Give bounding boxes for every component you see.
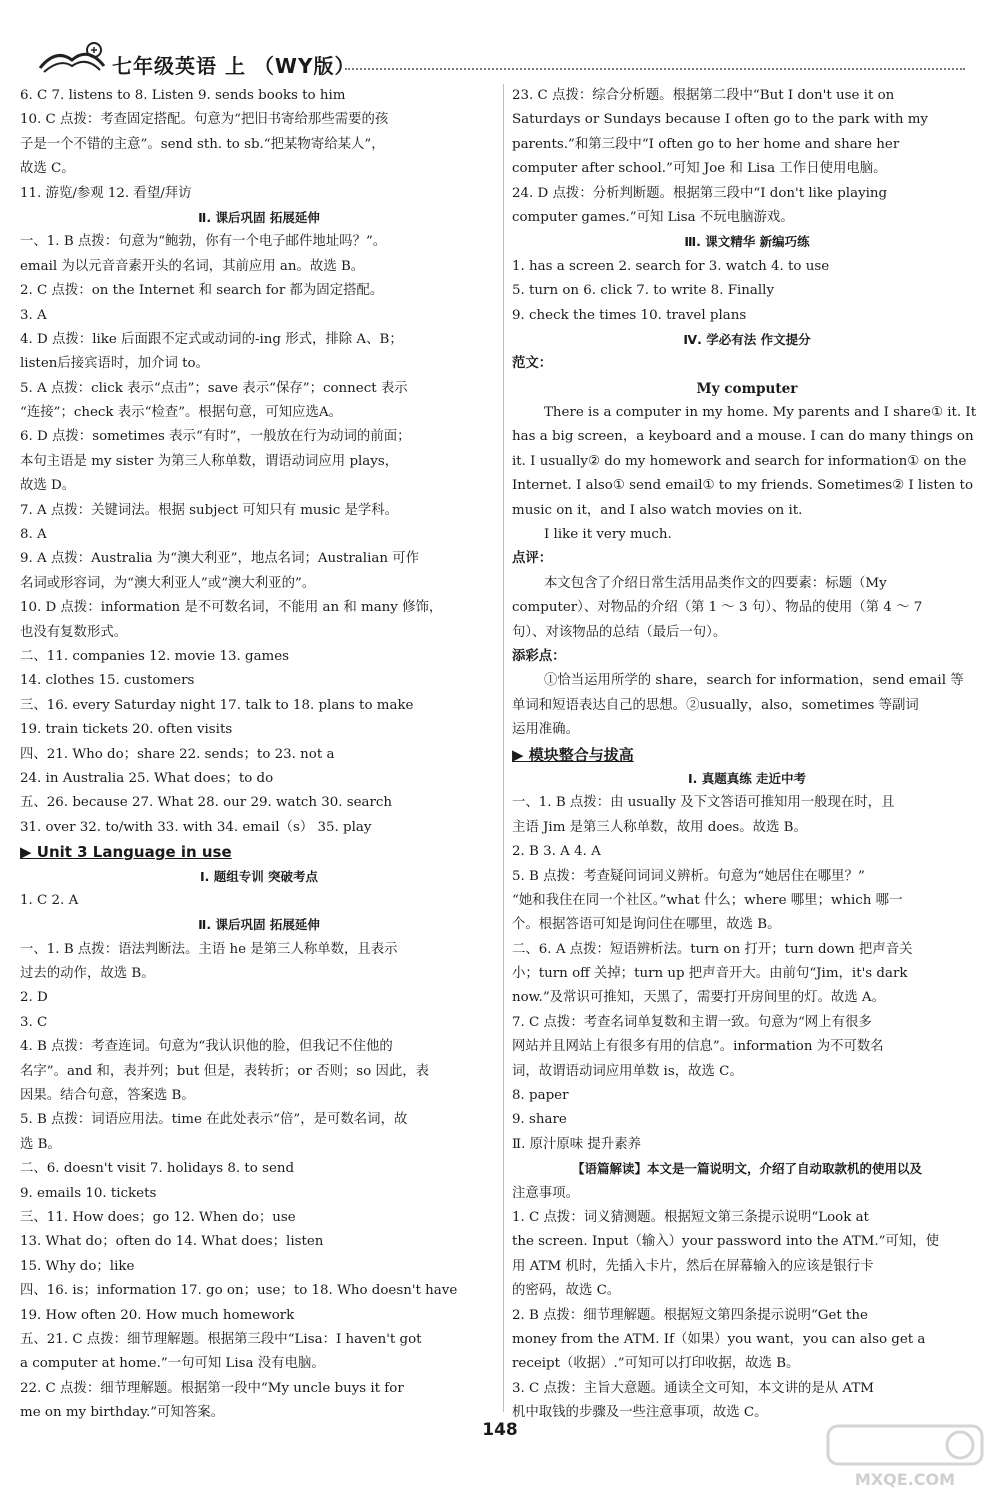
answer-line: 注意事项。 bbox=[512, 1185, 579, 1201]
comment-line: 本文包含了介绍日常生活用品类作文的四要素：标题（My bbox=[544, 575, 887, 591]
answer-line: 13. What do；often do 14. What does；listen bbox=[20, 1234, 324, 1250]
answer-line: 故选 C。 bbox=[20, 161, 75, 177]
answer-line: 8. paper bbox=[512, 1088, 569, 1104]
answer-line: 子是一个不错的主意”。send sth. to sb.“把某物寄给某人”， bbox=[20, 136, 385, 152]
answer-line: 名字”。and 和，表并列；but 但是，表转折；or 否则；so 因此，表 bbox=[20, 1063, 430, 1079]
answer-line: 5. A 点拨：click 表示“点击”；save 表示“保存”；connect 表示 bbox=[20, 380, 408, 396]
answer-line: 词，故谓语动词应用单数 is，故选 C。 bbox=[512, 1063, 743, 1079]
answer-line: Saturdays or Sundays because I often go to the park with my bbox=[512, 112, 928, 128]
answer-line: 14. clothes 15. customers bbox=[20, 673, 195, 689]
section-heading: Ⅱ. 课后巩固 拓展延伸 bbox=[198, 917, 320, 933]
answer-line: receipt（收据）.”可知可以打印收据，故选 B。 bbox=[512, 1356, 800, 1372]
answer-line: 4. B 点拨：考查连词。句意为“我认识他的脸，但我记不住他的 bbox=[20, 1039, 393, 1055]
comment-line: 句）、对该物品的总结（最后一句）。 bbox=[512, 624, 727, 640]
answer-line: 机中取钱的步骤及一些注意事项，故选 C。 bbox=[512, 1405, 768, 1421]
essay-line: There is a computer in my home. My parents and I share① it. It bbox=[544, 405, 977, 421]
column-divider bbox=[503, 84, 504, 1412]
module-heading: ▶ 模块整合与拔高 bbox=[512, 745, 634, 764]
answer-line: 1. has a screen 2. search for 3. watch 4. to use bbox=[512, 258, 830, 274]
answer-line: 5. turn on 6. click 7. to write 8. Finally bbox=[512, 283, 775, 299]
section-heading: 【语篇解读】本文是一篇说明文，介绍了自动取款机的使用以及 bbox=[571, 1161, 922, 1177]
essay-line: has a big screen，a keyboard and a mouse. I can do many things on bbox=[512, 429, 974, 445]
page-header bbox=[0, 0, 1000, 78]
answer-line: “连接”；check 表示“检查”。根据句意，可知应选A。 bbox=[20, 405, 343, 421]
answer-line: 19. train tickets 20. often visits bbox=[20, 722, 233, 738]
sample-essay-label: 范文： bbox=[512, 356, 553, 372]
answer-line: 四、21. Who do；share 22. sends；to 23. not a bbox=[20, 746, 335, 762]
answer-line: 24. D 点拨：分析判断题。根据第三段中“I don't like playing bbox=[512, 185, 888, 201]
watermark-badge-icon bbox=[820, 1422, 990, 1468]
section-heading: Ⅲ. 课文精华 新编巧练 bbox=[684, 234, 810, 250]
highlights-line: ①恰当运用所学的 share，search for information，send email 等 bbox=[544, 673, 964, 689]
answer-line: 一、1. B 点拨：句意为“鲍勃，你有一个电子邮件地址吗？”。 bbox=[20, 234, 387, 250]
highlights-line: 运用准确。 bbox=[512, 722, 579, 738]
answer-line: 7. A 点拨：关键词法。根据 subject 可知只有 music 是学科。 bbox=[20, 502, 399, 518]
book-logo-icon bbox=[36, 38, 108, 78]
answer-line: 一、1. B 点拨：语法判断法。主语 he 是第三人称单数，且表示 bbox=[20, 941, 398, 957]
answer-line: 9. A 点拨：Australia 为“澳大利亚”，地点名词；Australian 可作 bbox=[20, 551, 419, 567]
answer-line: 二、6. A 点拨：短语辨析法。turn on 打开；turn down 把声音关 bbox=[512, 941, 913, 957]
answer-line: computer games.”可知 Lisa 不玩电脑游戏。 bbox=[512, 209, 794, 225]
answer-line: 因果。结合句意，答案选 B。 bbox=[20, 1088, 195, 1104]
answer-line: 四、16. is；information 17. go on；use；to 18. Who doesn't have bbox=[20, 1283, 458, 1299]
answer-line: 3. C bbox=[20, 1014, 48, 1030]
answer-line: 选 B。 bbox=[20, 1136, 61, 1152]
answer-line: a computer at home.”一句可知 Lisa 没有电脑。 bbox=[20, 1356, 325, 1372]
answer-line: 8. A bbox=[20, 527, 47, 543]
answer-line: 9. check the times 10. travel plans bbox=[512, 307, 747, 323]
answer-line: 故选 D。 bbox=[20, 478, 76, 494]
answer-line: 24. in Australia 25. What does；to do bbox=[20, 770, 274, 786]
essay-line: Internet. I also① send email① to my friends. Sometimes② I listen to bbox=[512, 478, 974, 494]
answer-line: 用 ATM 机时，先插入卡片，然后在屏幕输入的应该是银行卡 bbox=[512, 1258, 874, 1274]
right-answer-column bbox=[512, 84, 982, 1450]
answer-line: now.”及常识可推知，天黑了，需要打开房间里的灯。故选 A。 bbox=[512, 990, 885, 1006]
answer-line: 1. C 点拨：词义猜测题。根据短文第三条提示说明“Look at bbox=[512, 1209, 869, 1225]
answer-line: 3. C 点拨：主旨大意题。通读全文可知，本文讲的是从 ATM bbox=[512, 1380, 874, 1396]
answer-line: 过去的动作，故选 B。 bbox=[20, 966, 155, 982]
section-heading: Ⅰ. 题组专训 突破考点 bbox=[199, 868, 319, 884]
essay-line: music on it，and I also watch movies on it. bbox=[512, 502, 803, 518]
section-heading: Ⅰ. 真题真练 走近中考 bbox=[687, 770, 807, 786]
answer-line: 一、1. B 点拨：由 usually 及下文答语可推知用一般现在时，且 bbox=[512, 795, 895, 811]
answer-line: 名词或形容词，为“澳大利亚人”或“澳大利亚的”。 bbox=[20, 575, 316, 591]
answer-line: 2. B 3. A 4. A bbox=[512, 844, 601, 860]
answer-line: 也没有复数形式。 bbox=[20, 624, 128, 640]
answer-line: 6. C 7. listens to 8. Listen 9. sends books to him bbox=[20, 88, 346, 103]
answer-line: 2. D bbox=[20, 990, 48, 1006]
answer-line: parents.”和第三段中“I often go to her home and share her bbox=[512, 136, 900, 152]
section-heading: Ⅳ. 学必有法 作文提分 bbox=[683, 331, 811, 347]
watermark-logo bbox=[820, 1422, 990, 1488]
answer-line: email 为以元音音素开头的名词，其前应用 an。故选 B。 bbox=[20, 258, 365, 274]
answer-line: 5. B 点拨：词语应用法。time 在此处表示“倍”，是可数名词，故 bbox=[20, 1112, 408, 1128]
answer-line: 个。根据答语可知是询问住在哪里，故选 B。 bbox=[512, 917, 781, 933]
answer-line: 19. How often 20. How much homework bbox=[20, 1307, 295, 1323]
section-heading: Ⅱ. 课后巩固 拓展延伸 bbox=[198, 209, 320, 225]
answer-line: 9. share bbox=[512, 1112, 567, 1128]
answer-line: 本句主语是 my sister 为第三人称单数，谓语动词应用 plays， bbox=[20, 453, 399, 469]
answer-line: 3. A bbox=[20, 307, 47, 323]
left-answer-column bbox=[20, 84, 498, 1425]
answer-line: the screen. Input（输入）your password into the ATM.”可知，使 bbox=[512, 1234, 939, 1250]
answer-line: 五、21. C 点拨：细节理解题。根据第三段中“Lisa：I haven't got bbox=[20, 1331, 422, 1347]
answer-line: 5. B 点拨：考查疑问词词义辨析。句意为“她居住在哪里？” bbox=[512, 868, 865, 884]
answer-line: 11. 游览/参观 12. 看望/拜访 bbox=[20, 185, 192, 201]
answer-line: 网站并且网站上有很多有用的信息”。information 为不可数名 bbox=[512, 1039, 884, 1055]
answer-line: 23. C 点拨：综合分析题。根据第二段中“But I don't use it on bbox=[512, 88, 895, 103]
header-dotted-rule bbox=[345, 68, 965, 70]
highlights-line: 单词和短语表达自己的思想。②usually，also，sometimes 等副词 bbox=[512, 697, 919, 713]
answer-line: 10. D 点拨：information 是不可数名词，不能用 an 和 many 修饰， bbox=[20, 600, 443, 616]
answer-line: 五、26. because 27. What 28. our 29. watch 30. search bbox=[20, 795, 393, 811]
answer-line: 9. emails 10. tickets bbox=[20, 1185, 157, 1201]
answer-line: 10. C 点拨：考查固定搭配。句意为“把旧书寄给那些需要的孩 bbox=[20, 112, 389, 128]
answer-line: money from the ATM. If（如果）you want，you can also get a bbox=[512, 1331, 926, 1347]
answer-line: 31. over 32. to/with 33. with 34. email（s） 35. play bbox=[20, 819, 372, 835]
answer-line: 7. C 点拨：考查名词单复数和主谓一致。句意为“网上有很多 bbox=[512, 1014, 872, 1030]
answer-line: 二、11. companies 12. movie 13. games bbox=[20, 648, 290, 664]
answer-line: “她和我住在同一个社区。”what 什么；where 哪里；which 哪一 bbox=[512, 892, 903, 908]
book-title: 七年级英语 上 （WY版） bbox=[112, 54, 356, 78]
watermark-text: MXQE.COM bbox=[854, 1470, 956, 1489]
answer-line: 三、16. every Saturday night 17. talk to 18. plans to make bbox=[20, 697, 414, 713]
comment-label: 点评： bbox=[512, 551, 553, 567]
answer-line: 二、6. doesn't visit 7. holidays 8. to send bbox=[20, 1161, 295, 1177]
answer-line: computer after school.”可知 Joe 和 Lisa 工作日使用电脑。 bbox=[512, 161, 887, 177]
answer-line: listen后接宾语时，加介词 to。 bbox=[20, 356, 209, 372]
essay-line: I like it very much. bbox=[544, 527, 672, 543]
unit-heading: ▶ Unit 3 Language in use bbox=[20, 843, 232, 862]
answer-line: 主语 Jim 是第三人称单数，故用 does。故选 B。 bbox=[512, 819, 807, 835]
answer-line: 4. D 点拨：like 后面跟不定式或动词的-ing 形式，排除 A、B； bbox=[20, 331, 403, 347]
answer-line: 22. C 点拨：细节理解题。根据第一段中“My uncle buys it for bbox=[20, 1380, 404, 1396]
answer-line: 15. Why do；like bbox=[20, 1258, 135, 1274]
answer-line: 的密码，故选 C。 bbox=[512, 1283, 621, 1299]
essay-line: it. I usually② do my homework and search for information① on the bbox=[512, 453, 967, 469]
answer-line: 三、11. How does；go 12. When do；use bbox=[20, 1209, 296, 1225]
page-number: 148 bbox=[482, 1420, 518, 1440]
comment-line: computer）、对物品的介绍（第 1 ～ 3 句）、物品的使用（第 4 ～ 7 bbox=[512, 600, 923, 616]
essay-title: My computer bbox=[696, 380, 798, 397]
answer-line: 2. C 点拨：on the Internet 和 search for 都为固定搭配。 bbox=[20, 283, 384, 299]
answer-line: 2. B 点拨：细节理解题。根据短文第四条提示说明“Get the bbox=[512, 1307, 868, 1323]
answer-line: 6. D 点拨：sometimes 表示“有时”，一般放在行为动词的前面； bbox=[20, 429, 411, 445]
highlights-label: 添彩点： bbox=[512, 648, 566, 664]
answer-line: me on my birthday.”可知答案。 bbox=[20, 1405, 224, 1421]
answer-line: 1. C 2. A bbox=[20, 892, 79, 908]
answer-line: 小；turn off 关掉；turn up 把声音开大。由前句“Jim，it's dark bbox=[512, 966, 908, 982]
answer-line: Ⅱ. 原汁原味 提升素养 bbox=[512, 1136, 641, 1152]
